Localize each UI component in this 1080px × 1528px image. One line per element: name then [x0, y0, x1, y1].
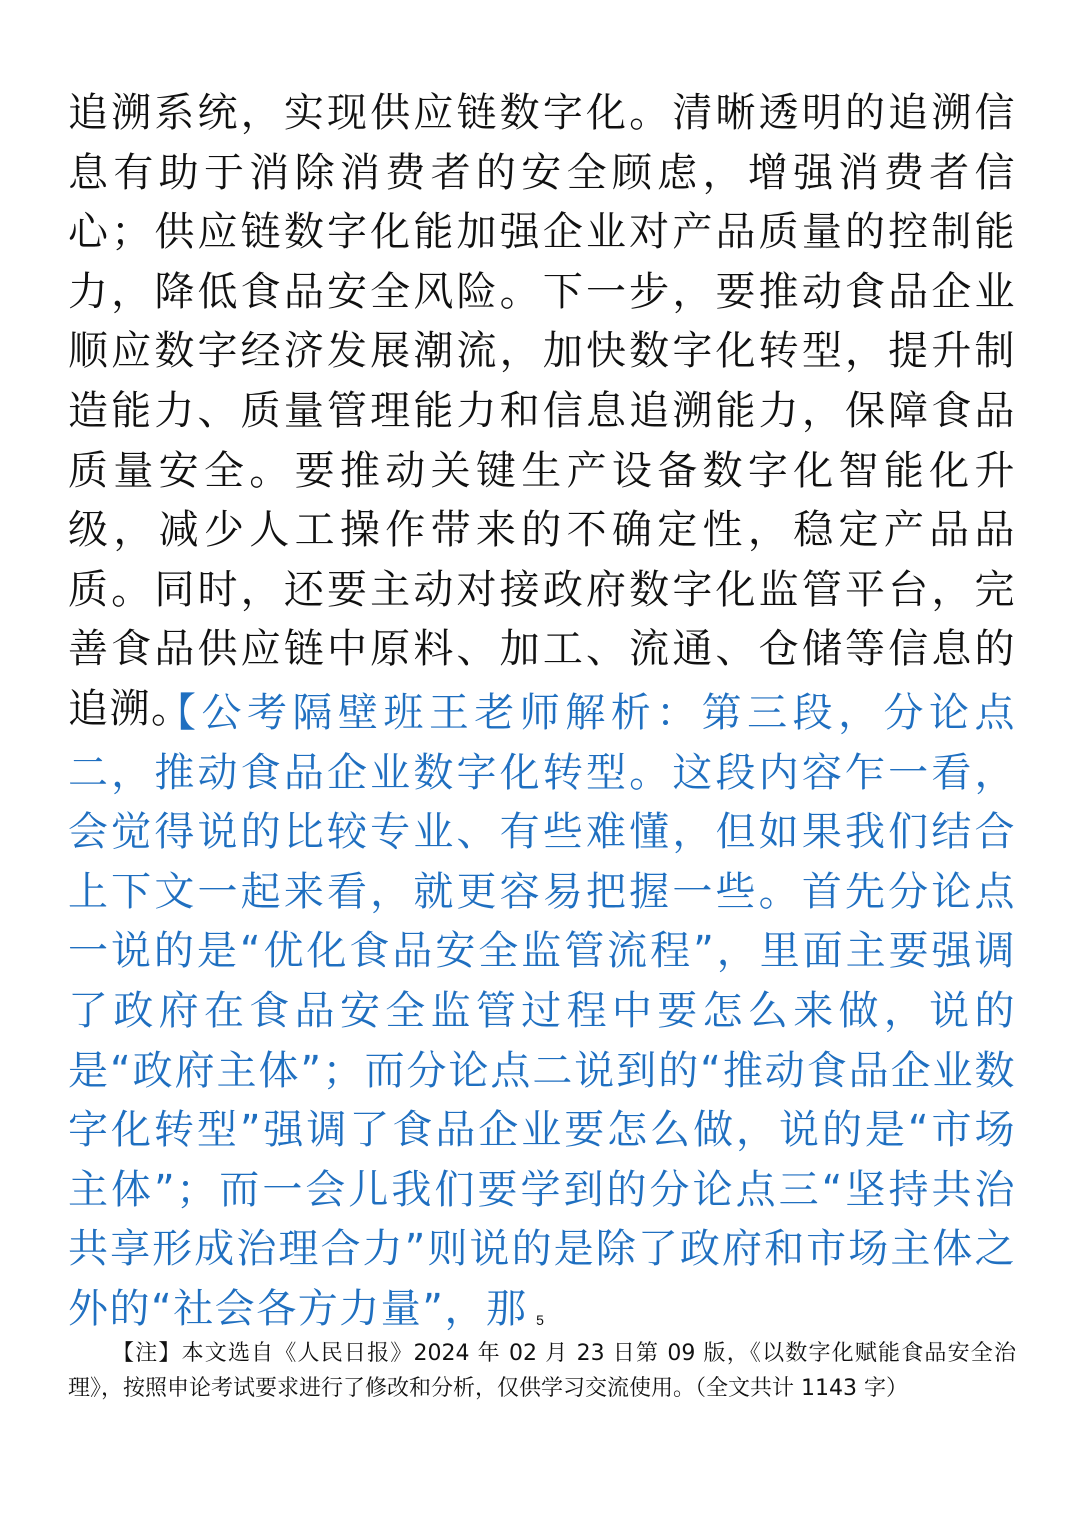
teacher-analysis-paragraph: 【公考隔壁班王老师解析：第三段，分论点二，推动食品企业数字化转型。这段内容乍一看，会觉得说的比较专业、有些难懂，但如果我们结合上下文一起来看，就更容易把握一些。首先分论点一说的是“优化食品安全监管流程”，里面主要强调了政府在食品安全监管过程中要怎么来做，说的是“政府主体”；而分论点二说到的“推动食品企业数字化转型”强调了食品企业要怎么做，说的是“市场主体”；而一会儿我们要学到的分论点三“坚持共治共享形成治理合力”则说的是除了政府和市场主体之外的“社会各方力量”，那 — [68, 690, 1016, 1332]
source-note: 【注】本文选自《人民日报》2024 年 02 月 23 日第 09 版，《以数字化赋能食品安全治理》，按照申论考试要求进行了修改和分析，仅供学习交流使用。（全文共计 1143 字） — [68, 1341, 1016, 1401]
page-number: 5 — [536, 1312, 544, 1328]
article-body-paragraph: 追溯系统，实现供应链数字化。清晰透明的追溯信息有助于消除消费者的安全顾虑，增强消费者信心；供应链数字化能加强企业对产品质量的控制能力，降低食品安全风险。下一步，要推动食品企业顺应数字经济发展潮流，加快数字化转型，提升制造能力、质量管理能力和信息追溯能力，保障食品质量安全。要推动关键生产设备数字化智能化升级，减少人工操作带来的不确定性，稳定产品品质。同时，还要主动对接政府数字化监管平台，完善食品供应链中原料、加工、流通、仓储等信息的追溯。 — [68, 90, 1016, 732]
